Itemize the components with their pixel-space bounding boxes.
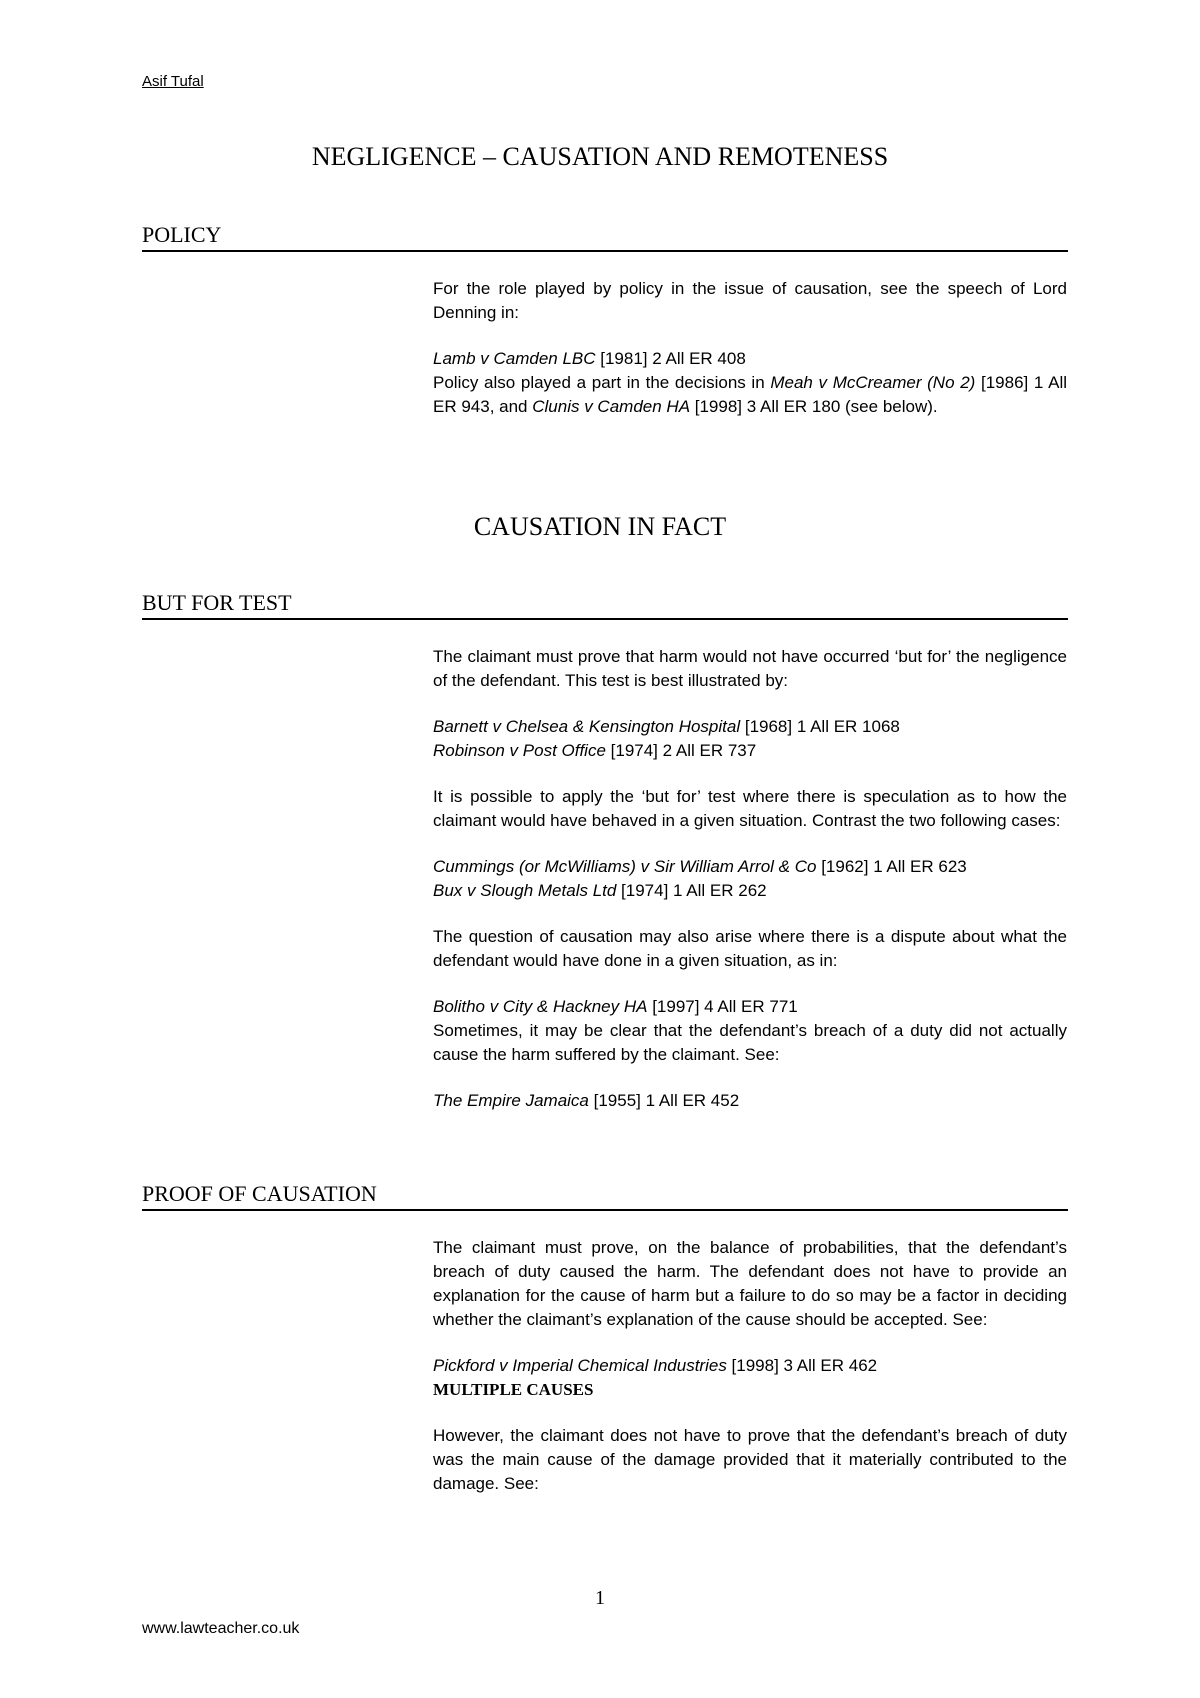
- case-name: Robinson v Post Office: [433, 741, 606, 760]
- case-reference: [1997] 4 All ER 771: [647, 997, 798, 1016]
- section-heading-but-for-test: BUT FOR TEST: [142, 590, 1068, 620]
- proof-paragraph-1: The claimant must prove, on the balance of probabilities, that the defendant’s breach of duty caused the harm. The defendant does not have to provide an explanation for the cause of harm but a failure to do so may be a factor in deciding whether the claimant’s explanation of the cause should be accepted. See:: [433, 1238, 1067, 1329]
- citation-list: [433, 855, 1067, 903]
- policy-paragraph-2: [433, 371, 1067, 419]
- case-reference: [1974] 1 All ER 262: [616, 881, 767, 900]
- but-for-body: [433, 645, 1067, 1113]
- case-reference: [1962] 1 All ER 623: [816, 857, 967, 876]
- section-heading-proof-of-causation: PROOF OF CAUSATION: [142, 1181, 1068, 1211]
- case-name: Meah v McCreamer (No 2): [770, 373, 976, 392]
- page-number: 1: [595, 1587, 605, 1609]
- footer-url: www.lawteacher.co.uk: [142, 1620, 300, 1637]
- case-name: Clunis v Camden HA: [532, 397, 691, 416]
- citation: [433, 879, 1067, 903]
- subheading-multiple-causes: MULTIPLE CAUSES: [433, 1380, 594, 1399]
- case-reference: [1998] 3 All ER 462: [726, 1356, 878, 1375]
- case-name: Bux v Slough Metals Ltd: [433, 881, 617, 900]
- citation: [433, 1089, 1067, 1113]
- citation: [433, 995, 1067, 1019]
- policy-body: [433, 277, 1067, 441]
- citation-list: [433, 715, 1067, 763]
- citation: [433, 855, 1067, 879]
- case-reference: [1955] 1 All ER 452: [588, 1091, 740, 1110]
- but-for-paragraph-2: It is possible to apply the ‘but for’ test where there is speculation as to how the claimant would have behaved in a given situation. Contrast the two following cases:: [433, 787, 1067, 830]
- case-name: Bolitho v City & Hackney HA: [433, 997, 648, 1016]
- heading-causation-in-fact: CAUSATION IN FACT: [473, 512, 727, 541]
- case-name: Lamb v Camden LBC: [433, 349, 596, 368]
- proof-body: [433, 1236, 1067, 1518]
- document-title: NEGLIGENCE – CAUSATION AND REMOTENESS: [311, 142, 889, 171]
- case-reference: [1974] 2 All ER 737: [605, 741, 757, 760]
- policy-paragraph-1: For the role played by policy in the issue of causation, see the speech of Lord Denning in:: [433, 279, 1067, 322]
- case-reference: [1968] 1 All ER 1068: [740, 717, 900, 736]
- proof-paragraph-2: However, the claimant does not have to prove that the defendant’s breach of duty was the main cause of the damage provided that it materially contributed to the damage. See:: [433, 1426, 1067, 1493]
- but-for-paragraph-1: The claimant must prove that harm would not have occurred ‘but for’ the negligence of the defendant. This test is best illustrated by:: [433, 647, 1067, 690]
- section-heading-policy: POLICY: [142, 222, 1068, 252]
- case-name: The Empire Jamaica: [433, 1091, 589, 1110]
- citation: [433, 739, 1067, 763]
- but-for-paragraph-4: Sometimes, it may be clear that the defendant’s breach of a duty did not actually cause the harm suffered by the claimant. See:: [433, 1021, 1067, 1064]
- case-name: Barnett v Chelsea & Kensington Hospital: [433, 717, 741, 736]
- case-name: Pickford v Imperial Chemical Industries: [433, 1356, 727, 1375]
- author-name: Asif Tufal: [142, 73, 204, 90]
- text-run: [1998] 3 All ER 180 (see below).: [690, 397, 938, 416]
- case-reference: [1981] 2 All ER 408: [595, 349, 746, 368]
- citation: [433, 715, 1067, 739]
- text-run: [1986] 1 All ER 943, and: [433, 373, 1067, 416]
- text-run: Policy also played a part in the decisions in: [433, 373, 771, 392]
- policy-citation-1: [433, 347, 1067, 371]
- case-name: Cummings (or McWilliams) v Sir William Arrol & Co: [433, 857, 817, 876]
- but-for-paragraph-3: The question of causation may also arise where there is a dispute about what the defendant would have done in a given situation, as in:: [433, 927, 1067, 970]
- citation: [433, 1354, 1067, 1378]
